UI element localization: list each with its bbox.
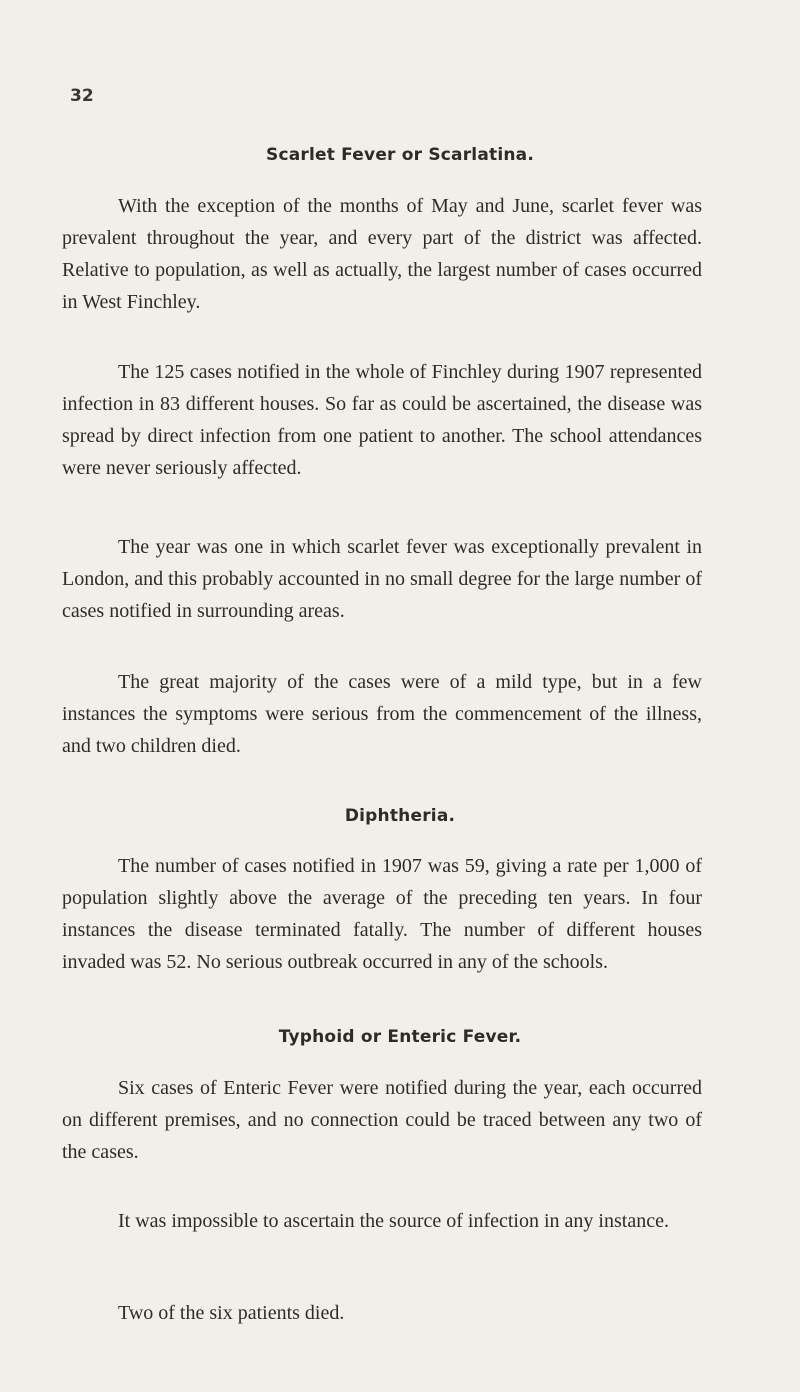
scarlet-fever-paragraph-3: The year was one in which scarlet fever was exceptionally prevalent in London, and this probably accounted in no small degree for the large number of cases notified in surrounding areas. [62, 536, 702, 622]
scarlet-fever-paragraph-4: The great majority of the cases were of a mild type, but in a few instances the symptoms were serious from the commencement of the illness, and two children died. [62, 671, 702, 757]
scarlet-fever-paragraph-2: The 125 cases notified in the whole of Finchley during 1907 represented infection in 83 different houses. So far as could be ascertained, the disease was spread by direct infection from one patient to another. The school attendances were never seriously affected. [62, 361, 702, 479]
typhoid-paragraph-3: Two of the six patients died. [118, 1302, 345, 1324]
section-heading-diphtheria: Diphtheria. [344, 806, 456, 826]
section-heading-typhoid: Typhoid or Enteric Fever. [278, 1027, 522, 1047]
diphtheria-paragraph-1: The number of cases notified in 1907 was 59, giving a rate per 1,000 of population slightly above the average of the preceding ten years. In four instances the disease terminated fatally. The number of different houses invaded was 52. No serious outbreak occurred in any of the schools. [62, 855, 702, 973]
typhoid-paragraph-2: It was impossible to ascertain the source of infection in any instance. [118, 1210, 669, 1232]
page-number: 32 [70, 86, 94, 106]
typhoid-paragraph-1: Six cases of Enteric Fever were notified during the year, each occurred on different premises, and no connection could be traced between any two of the cases. [62, 1077, 702, 1163]
scarlet-fever-paragraph-1: With the exception of the months of May and June, scarlet fever was prevalent throughout the year, and every part of the district was affected. Relative to population, as well as actually, the largest number of cases occurred in West Finchley. [62, 195, 702, 313]
section-heading-scarlet-fever: Scarlet Fever or Scarlatina. [266, 145, 534, 165]
